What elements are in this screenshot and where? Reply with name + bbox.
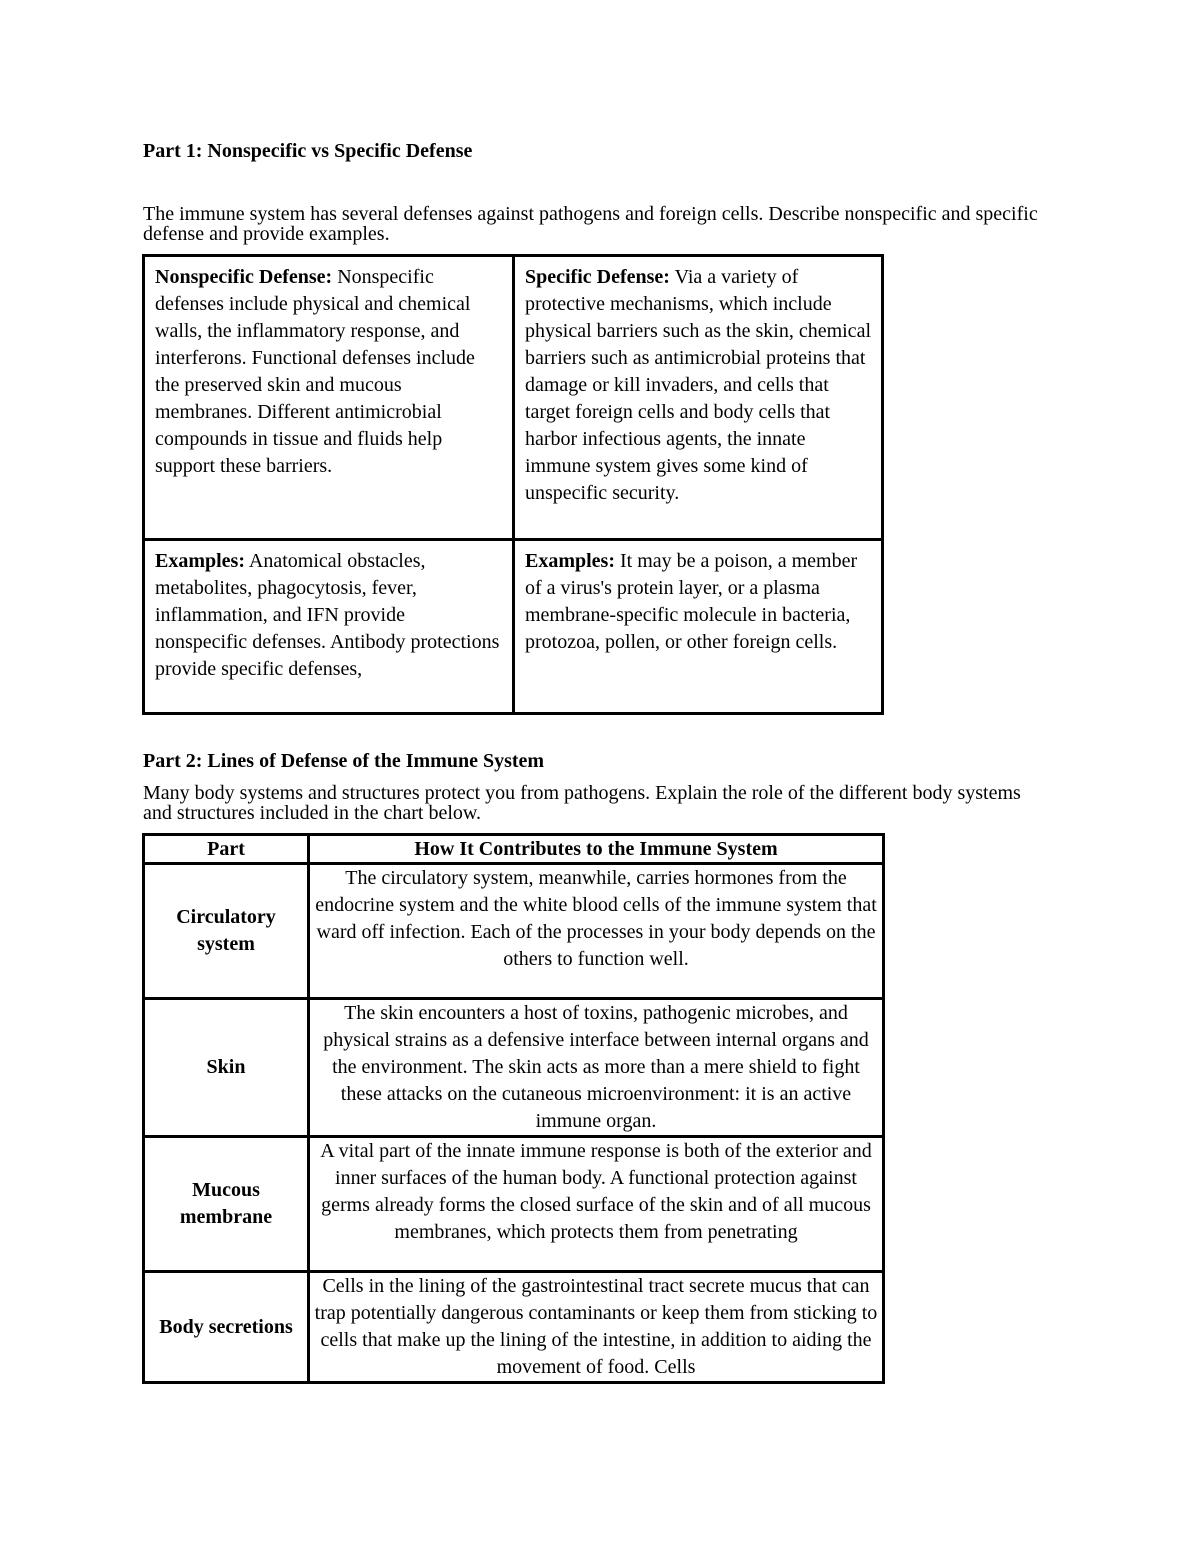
row-part-label: Body secretions: [144, 1272, 309, 1383]
nonspecific-defense-cell: [144, 256, 514, 540]
header-part: Part: [144, 835, 309, 864]
immune-system-parts-table: [142, 833, 885, 1384]
specific-examples-cell: [514, 540, 883, 714]
part1-intro: The immune system has several defenses against pathogens and foreign cells. Describe nonspecific and specific defense and provide examples.: [143, 203, 1038, 245]
specific-defense-label: Specific Defense:: [525, 266, 670, 288]
specific-defense-cell: [514, 256, 883, 540]
row-part-label: Skin: [144, 999, 309, 1137]
header-contribution: How It Contributes to the Immune System: [309, 835, 884, 864]
table-row: [144, 1137, 884, 1272]
table-row: [144, 1272, 884, 1383]
defense-comparison-table: [142, 254, 884, 715]
part2-intro: Many body systems and structures protect you from pathogens. Explain the role of the different body systems and structures included in the chart below.: [143, 782, 1021, 824]
specific-examples-label: Examples:: [525, 550, 615, 572]
nonspecific-examples-text: Anatomical obstacles, metabolites, phagocytosis, fever, inflammation, and IFN provide nonspecific defenses. Antibody protections provide specific defenses,: [155, 550, 500, 680]
nonspecific-examples-cell: [144, 540, 514, 714]
table-row: [144, 999, 884, 1137]
nonspecific-examples-label: Examples:: [155, 550, 245, 572]
nonspecific-defense-label: Nonspecific Defense:: [155, 266, 333, 288]
nonspecific-defense-text: Nonspecific defenses include physical and chemical walls, the inflammatory response, and interferons. Functional defenses include the preserved skin and mucous membranes. Different antimicrobial compounds in tissue and fluids help support these barriers.: [155, 266, 475, 477]
row-contribution-text: Cells in the lining of the gastrointestinal tract secrete mucus that can trap potentially dangerous contaminants or keep them from sticking to cells that make up the lining of the intestine, in addition to aiding the movement of food. Cells: [309, 1272, 884, 1383]
specific-examples-text: It may be a poison, a member of a virus's protein layer, or a plasma membrane-specific molecule in bacteria, protozoa, pollen, or other foreign cells.: [525, 550, 858, 653]
table-row: [144, 864, 884, 999]
row-part-label: Mucous membrane: [144, 1137, 309, 1272]
row-contribution-text: The circulatory system, meanwhile, carries hormones from the endocrine system and the white blood cells of the immune system that ward off infection. Each of the processes in your body depends on the others to function well.: [309, 864, 884, 999]
row-contribution-text: The skin encounters a host of toxins, pathogenic microbes, and physical strains as a defensive interface between internal organs and the environment. The skin acts as more than a mere shield to fight these attacks on the cutaneous microenvironment: it is an active immune organ.: [309, 999, 884, 1137]
row-part-label: Circulatory system: [144, 864, 309, 999]
row-contribution-text: A vital part of the innate immune response is both of the exterior and inner surfaces of the human body. A functional protection against germs already forms the closed surface of the skin and of all mucous membranes, which protects them from penetrating: [309, 1137, 884, 1272]
part1-title: Part 1: Nonspecific vs Specific Defense: [143, 140, 473, 162]
specific-defense-text: Via a variety of protective mechanisms, which include physical barriers such as the skin, chemical barriers such as antimicrobial proteins that damage or kill invaders, and cells that target foreign cells and body cells that harbor infectious agents, the innate immune system gives some kind of unspecific security.: [525, 266, 871, 504]
part2-title: Part 2: Lines of Defense of the Immune System: [143, 750, 545, 772]
